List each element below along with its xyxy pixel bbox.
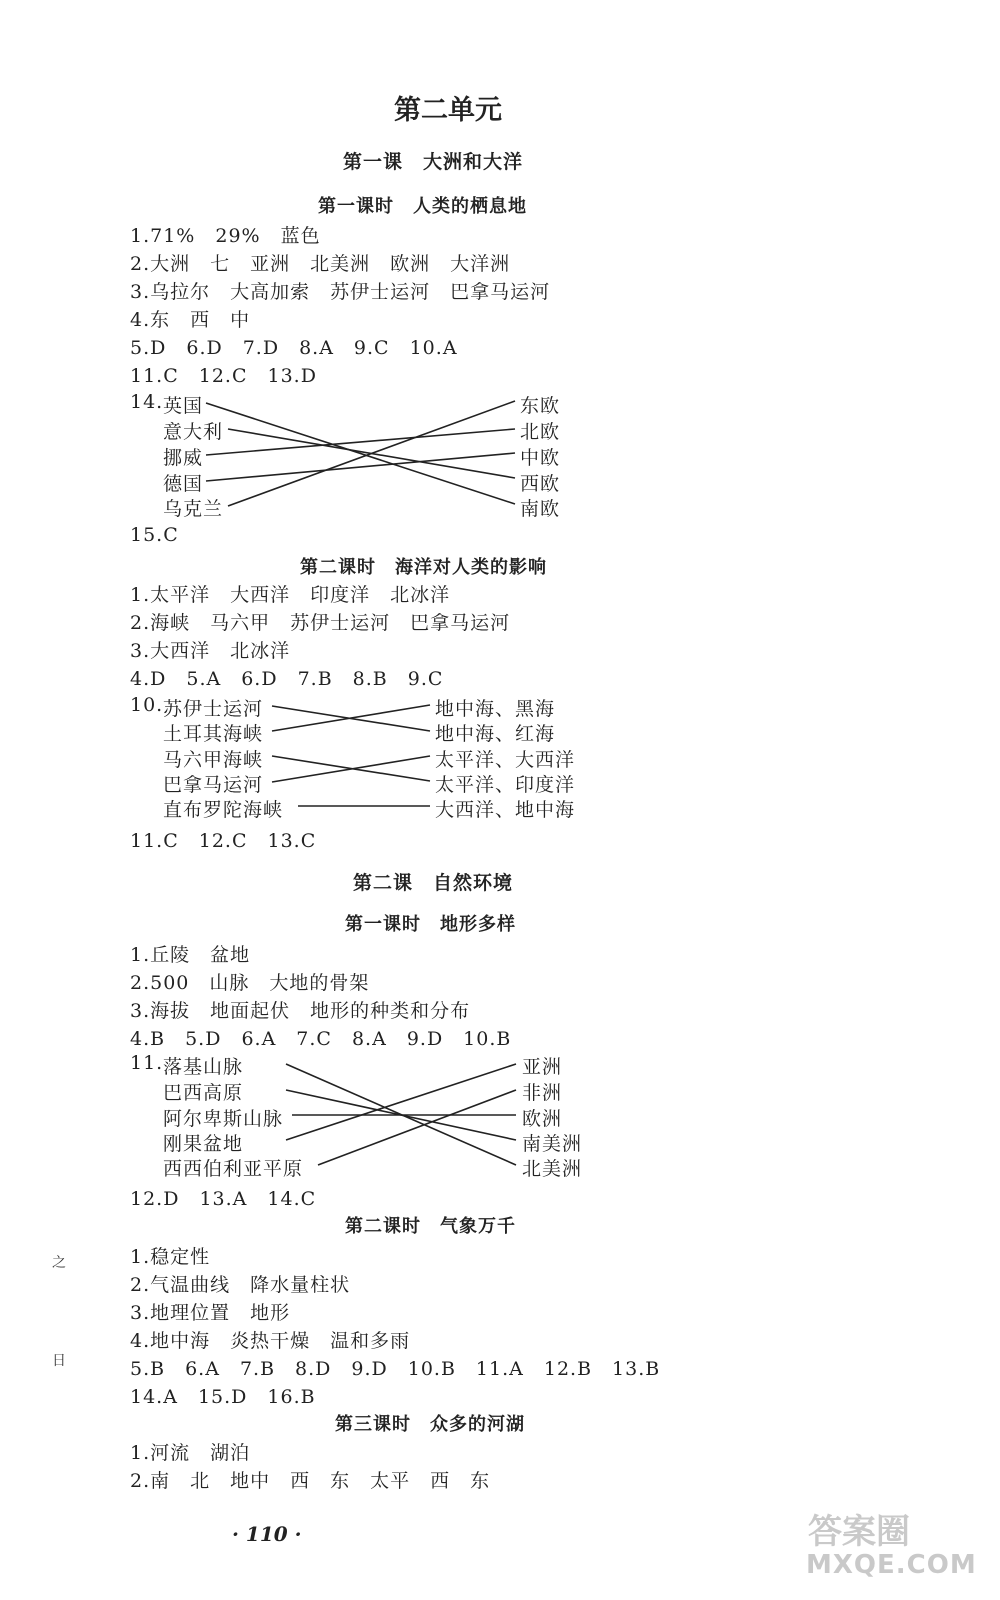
- match-left-item: 土耳其海峡: [163, 723, 264, 745]
- match-left-item: 巴西高原: [163, 1082, 244, 1104]
- question-number: 11.: [130, 1052, 164, 1074]
- answer-line: 11.C 12.C 13.C: [130, 830, 317, 852]
- match-right-item: 大西洋、地中海: [435, 799, 576, 821]
- answer-line: 3.大西洋 北冰洋: [130, 640, 291, 662]
- match-right-item: 欧洲: [522, 1108, 563, 1130]
- match-left-item: 刚果盆地: [163, 1133, 244, 1155]
- answer-line: 2.气温曲线 降水量柱状: [130, 1274, 351, 1296]
- lesson-2-period-3-title: 第三课时 众多的河湖: [335, 1414, 525, 1435]
- question-number: 10.: [130, 694, 164, 716]
- match-left-item: 英国: [163, 395, 204, 417]
- match-right-item: 东欧: [520, 395, 561, 417]
- answer-line: 3.乌拉尔 大高加索 苏伊士运河 巴拿马运河: [130, 281, 551, 303]
- margin-mark: 之: [52, 1255, 66, 1271]
- answer-line: 2.海峡 马六甲 苏伊士运河 巴拿马运河: [130, 612, 511, 634]
- answer-line: 3.地理位置 地形: [130, 1302, 291, 1324]
- match-right-item: 北美洲: [522, 1158, 583, 1180]
- watermark-logo-text: 答案圈: [808, 1512, 910, 1552]
- answer-line: 1.丘陵 盆地: [130, 944, 251, 966]
- match-left-item: 阿尔卑斯山脉: [163, 1108, 284, 1130]
- match-right-item: 中欧: [520, 447, 561, 469]
- lesson-1-title: 第一课 大洲和大洋: [343, 151, 524, 173]
- match-right-item: 非洲: [522, 1082, 563, 1104]
- answer-line: 2.南 北 地中 西 东 太平 西 东: [130, 1470, 491, 1492]
- match-left-item: 德国: [163, 473, 204, 495]
- answer-line: 15.C: [130, 524, 179, 546]
- answer-line: 1.太平洋 大西洋 印度洋 北冰洋: [130, 584, 451, 606]
- match-right-item: 太平洋、大西洋: [435, 749, 576, 771]
- answer-line: 5.B 6.A 7.B 8.D 9.D 10.B 11.A 12.B 13.B: [130, 1358, 661, 1380]
- match-left-item: 意大利: [163, 421, 224, 443]
- match-left-item: 马六甲海峡: [163, 749, 264, 771]
- answer-line: 5.D 6.D 7.D 8.A 9.C 10.A: [130, 337, 458, 359]
- lesson-2-period-1-title: 第一课时 地形多样: [345, 914, 516, 935]
- lesson-2-title: 第二课 自然环境: [353, 872, 514, 894]
- answer-line: 4.地中海 炎热干燥 温和多雨: [130, 1330, 411, 1352]
- lesson-2-period-2-title: 第二课时 气象万千: [345, 1216, 516, 1237]
- unit-title: 第二单元: [394, 95, 502, 126]
- match-left-item: 落基山脉: [163, 1056, 244, 1078]
- answer-line: 1.71% 29% 蓝色: [130, 225, 321, 247]
- match-left-item: 西西伯利亚平原: [163, 1158, 304, 1180]
- match-left-item: 苏伊士运河: [163, 698, 264, 720]
- answer-line: 12.D 13.A 14.C: [130, 1188, 317, 1210]
- match-right-item: 地中海、红海: [435, 723, 556, 745]
- match-right-item: 西欧: [520, 473, 561, 495]
- connector-line: [318, 1090, 516, 1165]
- answer-line: 1.河流 湖泊: [130, 1442, 251, 1464]
- answer-line: 2.500 山脉 大地的骨架: [130, 972, 370, 994]
- match-right-item: 北欧: [520, 421, 561, 443]
- answer-line: 1.稳定性: [130, 1246, 211, 1268]
- match-right-item: 南欧: [520, 498, 561, 520]
- answer-line: 14.A 15.D 16.B: [130, 1386, 316, 1408]
- margin-mark: 日: [52, 1353, 66, 1369]
- question-number: 14.: [130, 391, 164, 413]
- match-left-item: 直布罗陀海峡: [163, 799, 284, 821]
- answer-line: 4.D 5.A 6.D 7.B 8.B 9.C: [130, 668, 444, 690]
- answer-line: 4.B 5.D 6.A 7.C 8.A 9.D 10.B: [130, 1028, 512, 1050]
- lesson-1-period-1-title: 第一课时 人类的栖息地: [318, 196, 527, 217]
- match-right-item: 亚洲: [522, 1056, 563, 1078]
- answer-line: 4.东 西 中: [130, 309, 251, 331]
- match-right-item: 太平洋、印度洋: [435, 774, 576, 796]
- watermark-url: MXQE.COM: [806, 1550, 977, 1580]
- match-left-item: 挪威: [163, 447, 204, 469]
- match-right-item: 南美洲: [522, 1133, 583, 1155]
- lesson-1-period-2-title: 第二课时 海洋对人类的影响: [300, 557, 547, 578]
- match-left-item: 巴拿马运河: [163, 774, 264, 796]
- match-left-item: 乌克兰: [163, 498, 224, 520]
- answer-line: 11.C 12.C 13.D: [130, 365, 317, 387]
- match-right-item: 地中海、黑海: [435, 698, 556, 720]
- page-number: · 110 ·: [232, 1522, 302, 1546]
- answer-line: 3.海拔 地面起伏 地形的种类和分布: [130, 1000, 471, 1022]
- answer-line: 2.大洲 七 亚洲 北美洲 欧洲 大洋洲: [130, 253, 511, 275]
- connector-line: [286, 1064, 516, 1140]
